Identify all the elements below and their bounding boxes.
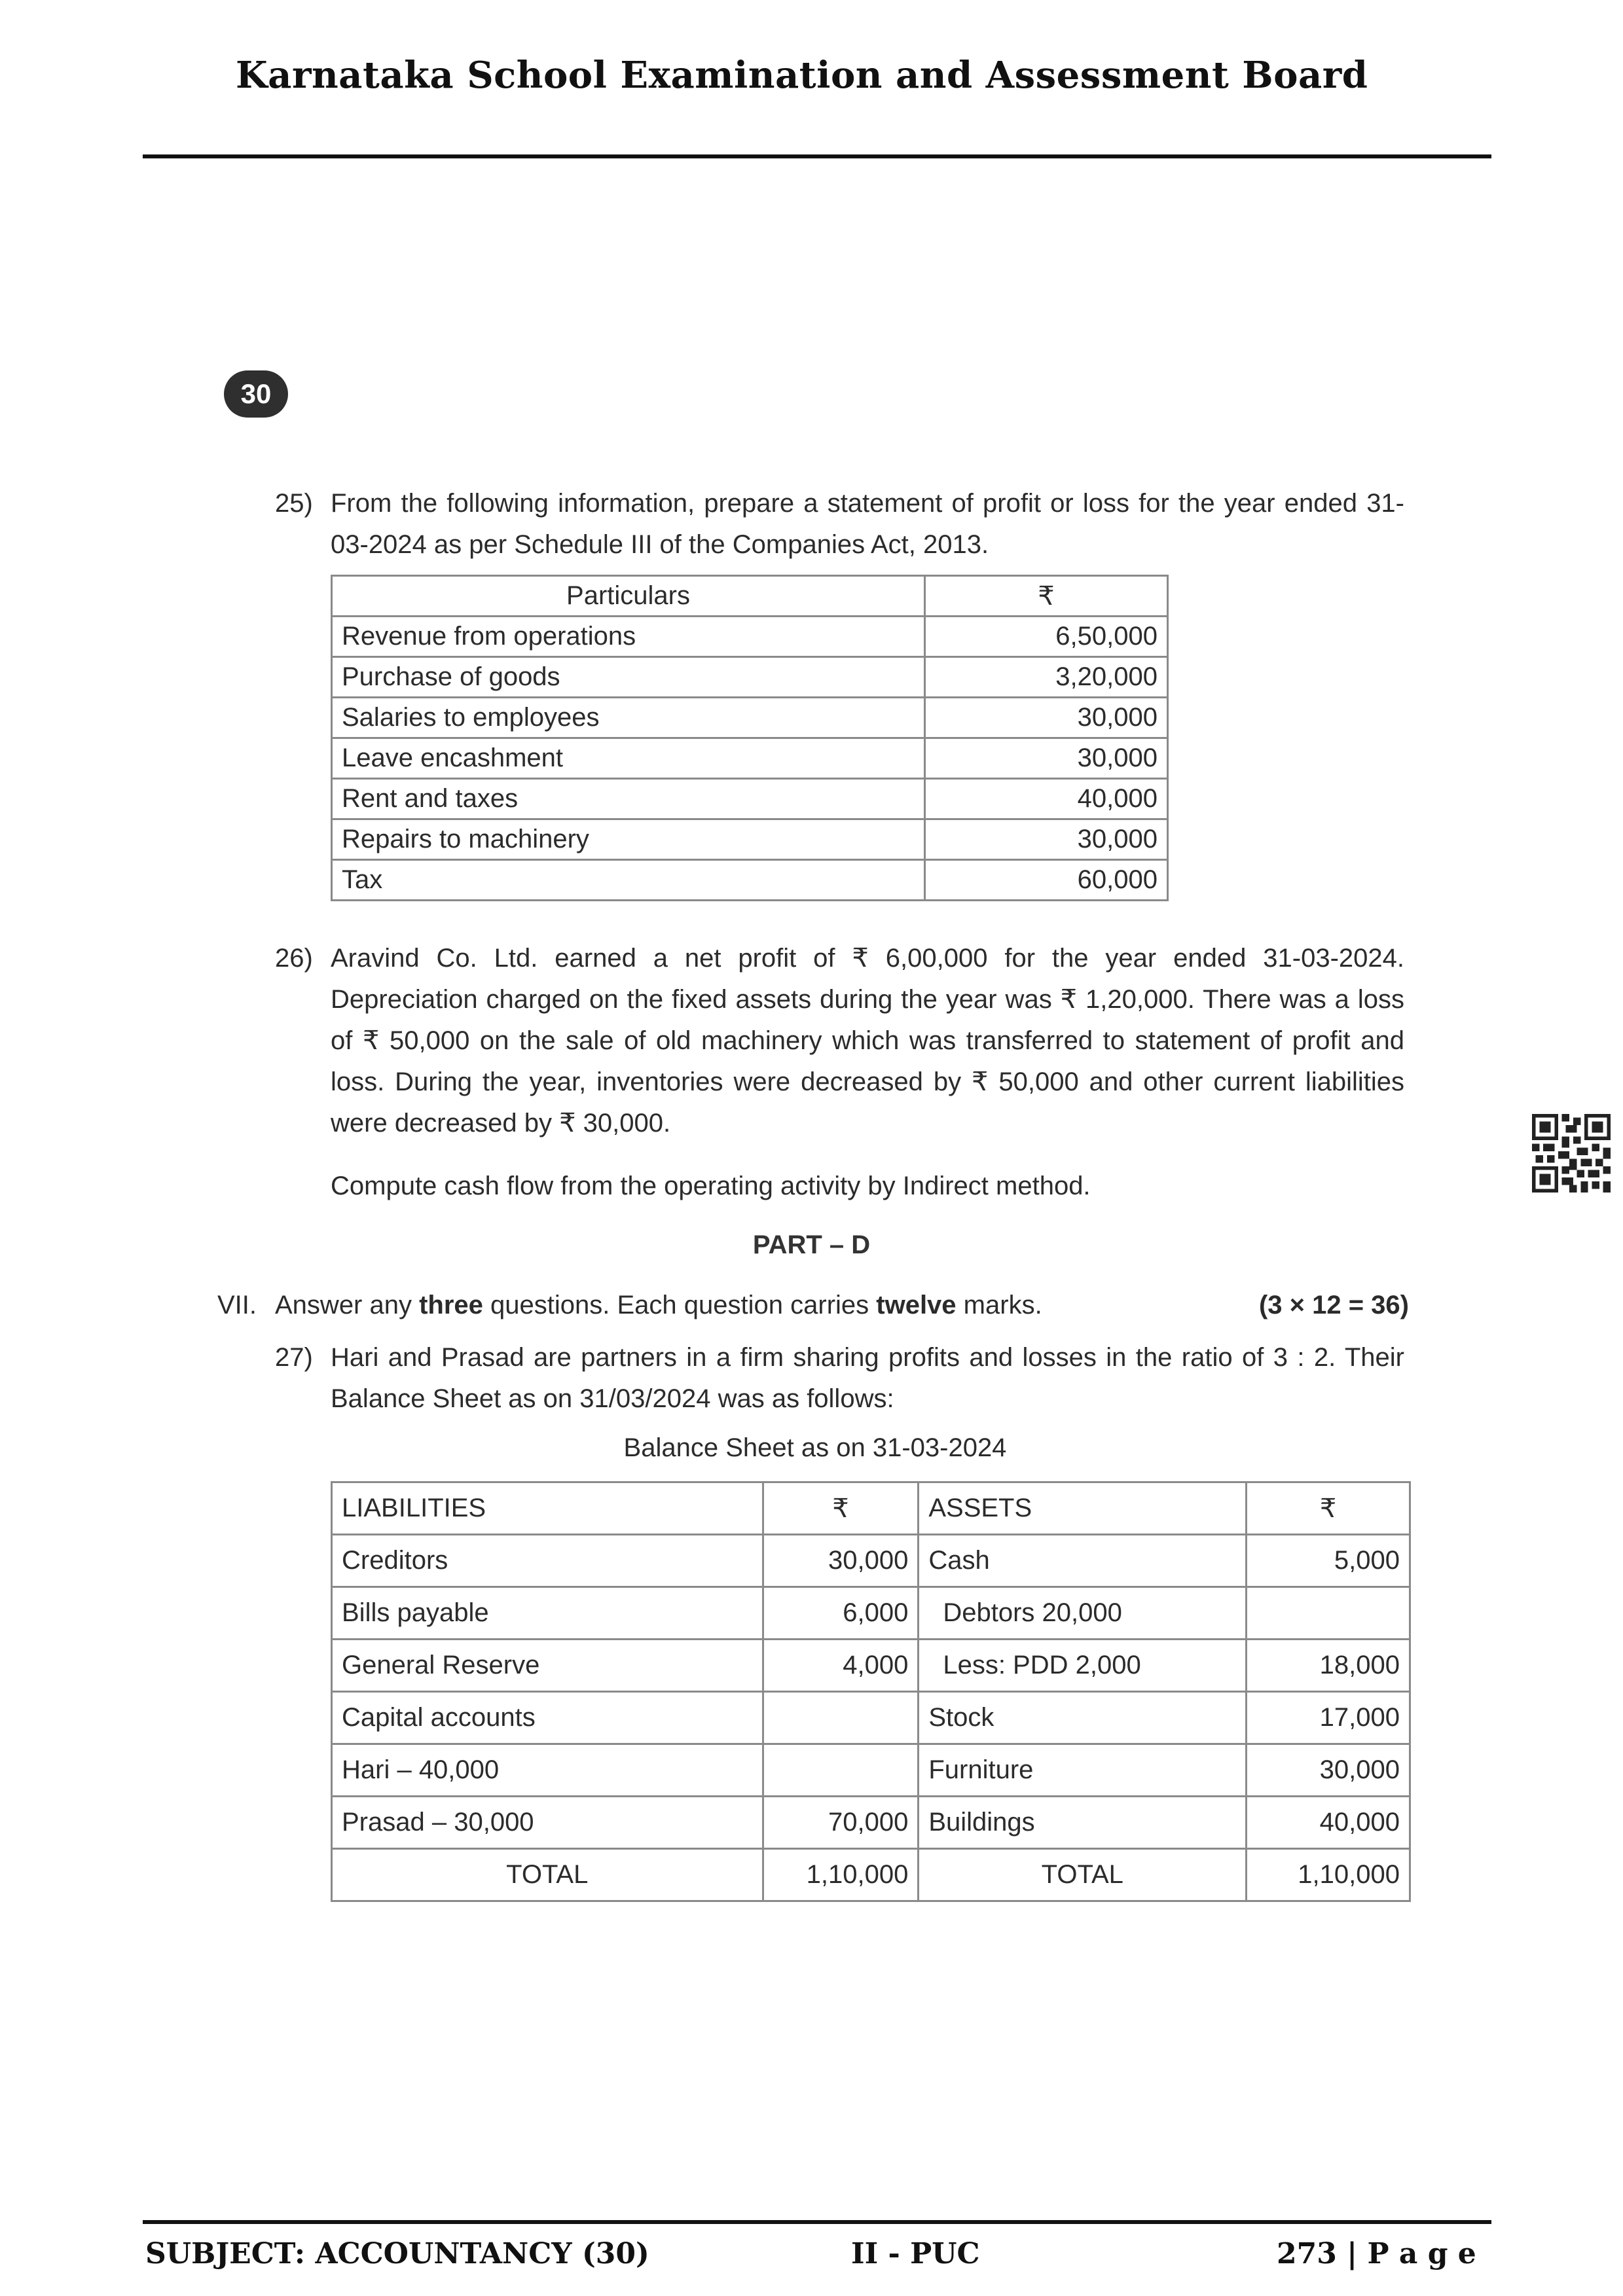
amount: 40,000 — [925, 779, 1168, 819]
amount: 6,50,000 — [925, 617, 1168, 657]
liability: Bills payable — [332, 1587, 763, 1640]
footer-divider — [143, 2220, 1491, 2224]
table-row — [332, 860, 1168, 901]
question-text: Aravind Co. Ltd. earned a net profit of ₹ 6,00,000 for the year ended 31-03-2024. Depreciation charged on the fixed assets during the year was ₹ 1,20,000. There was a loss of ₹ 50,000 on the sale of old machinery which was transferred to statement of profit and loss. During the year, inventories were decreased by ₹ 50,000 and other current liabilities were decreased by ₹ 30,000. — [331, 944, 1404, 1138]
column-header: ₹ — [763, 1482, 919, 1535]
table-row — [332, 1692, 1410, 1744]
question-text: From the following information, prepare a statement of profit or loss for the year ended 31-03-2024 as per Schedule III of the Companies Act, 2013. — [331, 489, 1404, 559]
amount: 3,20,000 — [925, 657, 1168, 698]
total-amount: 1,10,000 — [763, 1849, 919, 1901]
table-row — [332, 617, 1168, 657]
liability: Capital accounts — [332, 1692, 763, 1744]
footer-page-number: 273 | P a g e — [1277, 2237, 1476, 2270]
column-header: Particulars — [332, 576, 925, 617]
q26-instruction: Compute cash flow from the operating activity by Indirect method. — [331, 1172, 1091, 1200]
table-header-row — [332, 576, 1168, 617]
asset-amount — [1247, 1587, 1410, 1640]
amount: 60,000 — [925, 860, 1168, 901]
column-header: LIABILITIES — [332, 1482, 763, 1535]
q25-particulars-table — [331, 575, 1169, 901]
question-text: Hari and Prasad are partners in a firm sharing profits and losses in the ratio of 3 : 2. Their Balance Sheet as on 31/03/2024 was as follows: — [331, 1343, 1404, 1413]
amount: 30,000 — [925, 738, 1168, 779]
header-divider — [143, 154, 1491, 158]
marks-allocation: (3 × 12 = 36) — [1258, 1291, 1409, 1319]
table-row — [332, 1640, 1410, 1692]
section-number: VII. — [217, 1291, 257, 1319]
table-header-row — [332, 1482, 1410, 1535]
balance-sheet-caption: Balance Sheet as on 31-03-2024 — [623, 1433, 1007, 1462]
table-row — [332, 657, 1168, 698]
total-label: TOTAL — [332, 1849, 763, 1901]
question-number: 26) — [275, 944, 313, 973]
asset-amount: 30,000 — [1247, 1744, 1410, 1797]
column-header: ₹ — [1247, 1482, 1410, 1535]
asset-amount: 5,000 — [1247, 1535, 1410, 1587]
part-d-title: PART – D — [752, 1230, 871, 1259]
instruction-part: questions. Each question carries — [483, 1291, 877, 1319]
footer-subject: SUBJECT: ACCOUNTANCY (30) — [145, 2237, 649, 2270]
balance-sheet-table — [331, 1481, 1411, 1902]
asset-amount: 17,000 — [1247, 1692, 1410, 1744]
table-row — [332, 1587, 1410, 1640]
question-number: 25) — [275, 489, 313, 518]
instruction-part: marks. — [956, 1291, 1042, 1319]
table-row — [332, 698, 1168, 738]
table-total-row — [332, 1849, 1410, 1901]
table-row — [332, 779, 1168, 819]
asset-amount: 40,000 — [1247, 1797, 1410, 1849]
table-row — [332, 738, 1168, 779]
instruction-text — [275, 1285, 1042, 1326]
total-amount: 1,10,000 — [1247, 1849, 1410, 1901]
liability: Prasad – 30,000 — [332, 1797, 763, 1849]
particular: Purchase of goods — [332, 657, 925, 698]
section-vii-instruction — [217, 1285, 1409, 1326]
amount: 30,000 — [925, 819, 1168, 860]
instruction-emphasis: three — [419, 1291, 483, 1319]
asset: Buildings — [919, 1797, 1247, 1849]
particular: Leave encashment — [332, 738, 925, 779]
particular: Rent and taxes — [332, 779, 925, 819]
liability: Hari – 40,000 — [332, 1744, 763, 1797]
subject-code-badge: 30 — [224, 370, 288, 418]
liability: General Reserve — [332, 1640, 763, 1692]
liability-amount: 70,000 — [763, 1797, 919, 1849]
liability-amount — [763, 1692, 919, 1744]
qr-code-icon — [1532, 1114, 1611, 1193]
liability-amount: 6,000 — [763, 1587, 919, 1640]
particular: Tax — [332, 860, 925, 901]
table-row — [332, 1797, 1410, 1849]
table-row — [332, 1535, 1410, 1587]
liability-amount: 4,000 — [763, 1640, 919, 1692]
instruction-emphasis: twelve — [876, 1291, 957, 1319]
liability: Creditors — [332, 1535, 763, 1587]
particular: Salaries to employees — [332, 698, 925, 738]
asset: Debtors 20,000 — [919, 1587, 1247, 1640]
asset: Furniture — [919, 1744, 1247, 1797]
page-header-title: Karnataka School Examination and Assessment Board — [236, 54, 1368, 97]
table-row — [332, 819, 1168, 860]
asset: Less: PDD 2,000 — [919, 1640, 1247, 1692]
instruction-part: Answer any — [275, 1291, 420, 1319]
particular: Revenue from operations — [332, 617, 925, 657]
footer-class: II - PUC — [851, 2237, 980, 2270]
asset-amount: 18,000 — [1247, 1640, 1410, 1692]
amount: 30,000 — [925, 698, 1168, 738]
column-header: ASSETS — [919, 1482, 1247, 1535]
column-header: ₹ — [925, 576, 1168, 617]
particular: Repairs to machinery — [332, 819, 925, 860]
table-row — [332, 1744, 1410, 1797]
question-number: 27) — [275, 1343, 313, 1372]
total-label: TOTAL — [919, 1849, 1247, 1901]
liability-amount — [763, 1744, 919, 1797]
asset: Stock — [919, 1692, 1247, 1744]
liability-amount: 30,000 — [763, 1535, 919, 1587]
asset: Cash — [919, 1535, 1247, 1587]
